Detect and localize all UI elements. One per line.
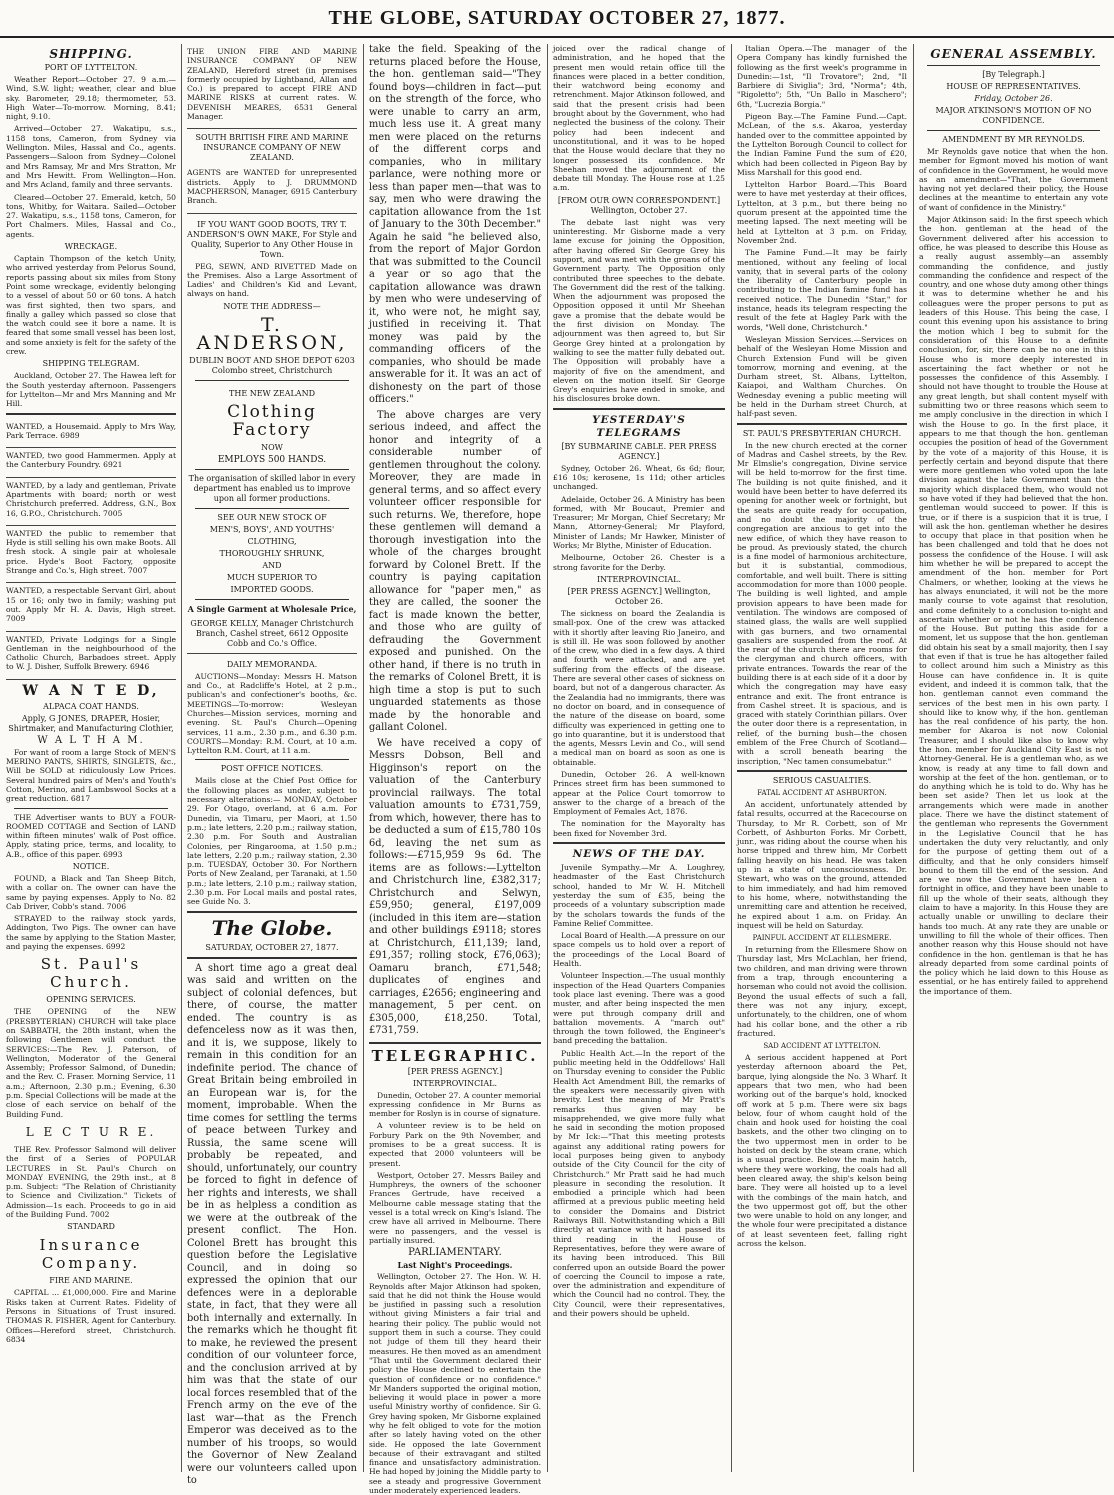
notice-found: FOUND, a Black and Tan Sheep Bitch, with a collar on. The owner can have the same by paying expenses. Apply to No. 82 Cab Driver, Cobb's stand. 7006 <box>6 874 176 911</box>
telegram-item: A volunteer review is to be held on Forbury Park on the 9th November, and promises to be a great success. It is expected that 2000 volunteers will be present. <box>369 1121 541 1168</box>
organisation-text: The organisation of skilled labor in every department has enabled us to improve upon all former productions. <box>188 473 356 503</box>
wreckage-heading: WRECKAGE. <box>64 242 118 252</box>
cottage-ad: THE Advertiser wants to BUY a FOUR-ROOMED COTTAGE and Section of LAND within fifteen minutes' walk of Post office. Apply, stating price, terms, and locality, to A.B., office of this paper. 6993 <box>6 812 176 859</box>
arrived-report: Arrived—October 27. Wakatipu, s.s., 1158 tons, Cameron, from Sydney via Wellington. Miles, Hassal and Co., agents. Passengers—Saloon from Sydney—Colonel and Mrs Ramsay, Mr and Mrs Stratton, Mr and Mrs Hewitt. From Wellington—Hon. and Mrs Acland, family and three servants. <box>6 124 176 190</box>
by-telegraph-label: [By Telegraph.] <box>982 70 1045 79</box>
divider <box>6 413 176 415</box>
telegram-item: Melbourne, October 26. Chester is a strong favorite for the Derby. <box>553 553 725 572</box>
column-6 <box>919 44 1108 1472</box>
st-pauls-text: In the new church erected at the corner of Madras and Cashel streets, by the Rev. Mr Elmslie's congregation, Divine service will be held to-morrow for the first time. The building is not quite finished, and it would have been better to have deferred its opening for another week or fortnight, but the seats are quite ready for occupation, and no doubt the majority of the congregation are anxious to get into the new edifice, of which they have reason to be proud. As previously stated, the church is a fine model of harmonious architecture, but it is substantial, commodious, comfortable, and well built. There is sitting accommodation for more than 1000 people. The building is well lighted, and ample provision appears to have been made for ventilation. The windows are composed of stained glass, the walls are well supplied with gas burners, and two ornamental gasaliers are suspended from the roof. At the rear of the church there are rooms for the clergyman and church officers, with private entrances. Towards the rear of the building there is at each side of it a door by which the congregation may have easy entrance and exit. The front entrance is from Cashel street. It is spacious, and is graced with stately Corinthian pillars. Over the outer door there is a representation, in relief, of the burning bush—the chosen emblem of the Free Church of Scotland—with a scroll beneath bearing the inscription, "Nec tamen consumebatur." <box>737 440 907 766</box>
interprovincial-heading: INTERPROVINCIAL. <box>596 574 682 584</box>
divider <box>195 759 349 760</box>
divider <box>553 842 725 844</box>
telegram-item: Adelaide, October 26. A Ministry has been formed, with Mr Boucaut, Premier and Treasurer; Mr Morgan, Chief Secretary; Mr Mann, Attorney-General; Mr Playford, Minister of Lands; Mr Hawker, Minister of Works; Mr Blythe, Minister of Education. <box>553 494 725 551</box>
telegram-item: Westport, October 27. Messrs Bailey and Humphreys, the owners of the schooner Frances Gertrude, have received a Melbourne cable message stating that the vessel is a total wreck on King's Island. The crew have all arrived in Melbourne. There were no passengers, and the vessel is partially insured. <box>369 1170 541 1245</box>
parliament-continued: joiced over the radical change of administration, and he hoped that the present men would retain office till the finances were placed in a better condition, their watchword being economy and retrenchment. Major Atkinson followed, and said that the present crisis had been brought about by the Government, who had neglected the business of the colony. Their policy had been indecent and unconstitutional, and it was to be hoped that the House would declare that they no longer possessed its confidence. Mr Sheehan moved the adjournment of the debate till Monday. The House rose at 1.25 a.m. <box>553 44 725 193</box>
news-item: Juvenile Sympathy.—Mr A. Loughrey, headmaster of the East Christchurch school, handed to Mr W. H. Mitchell yesterday the sum of £35, being the proceeds of a voluntary subscription made by the scholars towards the funds of the Famine Relief Committee. <box>553 863 725 928</box>
classified-ad: WANTED the public to remember that Hyde is still selling his own make Boots. All fresh stock. A single pair at wholesale price. Hyde's Boot Factory, opposite Strange and Co.'s, High street. 7007 <box>6 526 176 583</box>
leader-text: A short time ago a great deal was said and written on the subject of colonial defences, but there, of course, the matter ended. The country is as defenceless now as it was then, and it is, we suppose, likely to remain in this condition for an indefinite period. The chance of Great Britain being embroiled in an European war is, for the moment, improbable. When the time comes for settling the terms of peace between Turkey and Russia, the same scene will probably be repeated, and should, unfortunately, our country be forced to fight in defence of her rights and interests, we shall be in as helpless a condition as we were at the outbreak of the present conflict. The Hon. Colonel Brett has brought this question before the Legislative Council, and in doing so expressed the opinion that our defences were in a deplorable state, in fact, that they were all both internally and externally. In the remarks which he thought fit to make, he reviewed the present condition of our volunteer force, and the conclusion arrived at by him was that the state of our local forces resembled that of the French army on the eve of the last war—that as the French Emperor was deceived as to the number of his troops, so would the Governor of New Zealand were our volunteers called upon to <box>187 962 357 1487</box>
classified-ad: WANTED, a Housemaid. Apply to Mrs Way, Park Terrace. 6989 <box>6 419 176 449</box>
imported-label: IMPORTED GOODS. <box>230 584 314 594</box>
lyttelton-heading: SAD ACCIDENT AT LYTTELTON. <box>763 1042 881 1051</box>
leader-continued: take the field. Speaking of the returns placed before the House, the hon. gentleman said—"They found boys—children in fact—put on the strength of the force, who were unable to carry an arm, much less use it. A great many men were placed on the returns of the different corps and companies, who in military parlance, were nothing more or less than paper men—that was to say, men who were drawing the capitation allowance from the 1st of January to the 30th December." Again he said "he believed also, from the report of Major Gordon that was submitted to the Council a year or so ago that the capitation allowance was drawn by men who were undeserving of it, who were not, he might say, justified in receiving it. That money was paid by the commanding officers of the companies, who should be made answerable for it. It was an act of dishonesty on the part of those officers." <box>369 44 541 405</box>
south-british-heading: SOUTH BRITISH FIRE AND MARINE INSURANCE COMPANY OF NEW ZEALAND. <box>195 133 349 163</box>
mens-label: MEN'S, BOYS', AND YOUTHS' <box>209 524 335 534</box>
divider <box>737 770 907 772</box>
insurance-heading: Insurance Company. <box>39 1236 143 1273</box>
alpaca-heading: ALPACA COAT HANDS. <box>43 701 139 711</box>
divider <box>553 408 725 410</box>
column-rule <box>363 44 364 1472</box>
column-2 <box>187 44 357 1487</box>
divider <box>195 508 349 509</box>
correspondent-heading: [FROM OUR OWN CORRESPONDENT.] Wellington, October 27. <box>557 195 721 215</box>
general-assembly-heading: GENERAL ASSEMBLY. <box>930 47 1097 61</box>
divider <box>14 808 168 809</box>
church-subheading: OPENING SERVICES. <box>46 995 136 1005</box>
and-label: AND <box>262 560 282 570</box>
divider <box>187 911 357 913</box>
debate-text: The debate last night was very uninteresting. Mr Gisborne made a very lame excuse for joining the Opposition, after having offered Sir George Grey his support, and was met with the groans of the Government party. The Opposition only contributed three speeches to the debate. The Government did the rest of the talking. When the adjournment was proposed the Opposition opposed it until Mr Sheehan gave a promise that the debate would be the first division on Monday. The adjournment was then agreed to, but Sir George Grey hinted at a prolongation by walking to see the matter fully debated out. The Opposition will probably have a majority of five on the amendment, and eleven on the motion itself. Sir George Grey's enquiries have ended in smoke, and his disclosures broke down. <box>553 217 725 404</box>
column-rule <box>547 44 548 1472</box>
standard-heading: STANDARD <box>67 1222 115 1232</box>
column-1 <box>6 44 176 1472</box>
divider <box>369 1042 541 1044</box>
news-item: Pigeon Bay.—The Famine Fund.—Capt. McLean, of the s.s. Akaroa, yesterday handed over to the committee appointed by the Lyttelton Borough Council to collect for the Indian Famine Fund the sum of £20, which had been collected in Pigeon Bay by Miss Marshall for this good end. <box>737 112 907 177</box>
news-item: Public Health Act.—In the report of the public meeting held in the Oddfellows' Hall on Thursday evening to consider the Public Health Act Amendment Bill, the remarks of the speakers were necessarily given with brevity. Lest the meaning of Mr Pratt's remarks thus given may be misapprehended, we give more fully what he said in seconding the motion proposed by Mr Ick:—"That this meeting protests against any additional rating powers for local purposes being given to anybody outside of the City Council for the city of Christchurch." Mr Pratt said he had much pleasure in seconding the resolution. It embodied a principle which had been affirmed at a previous public meeting held to consider the Domains and District Railways Bill. Notwithstanding which a Bill directly at variance with it had passed its third reading in the House of Representatives, before they were aware of its having been introduced. This Bill conferred upon an outside Board the power of coercing the Council to impose a rate, over the administration and expenditure of which the Council had no control. They, the City Council, were their representatives, and their powers should be upheld. <box>553 1048 725 1319</box>
column-rule <box>731 44 732 1472</box>
divider <box>195 380 349 381</box>
single-garment-label: A Single Garment at Wholesale Price, <box>187 603 357 614</box>
divider <box>737 423 907 425</box>
church-heading: St. Paul's Church. <box>40 955 142 992</box>
sailed-report: Cleared—October 27. Emerald, ketch, 50 tons, Whitby, for Waitara. Sailed—October 27. Wakatipu, s.s., 1158 tons, Cameron, for Port Chalmers. Miles, Hassal and Co., agents. <box>6 192 176 239</box>
parliamentary-heading: PARLIAMENTARY. <box>408 1247 502 1259</box>
column-rule <box>181 44 182 1472</box>
telegram-item: Sydney, October 26. Wheat, 6s 6d; flour, £16 10s; kerosene, 1s 11d; other articles unchanged. <box>553 463 725 492</box>
news-item: Lyttelton Harbor Board.—This Board were to have met yesterday at their offices, Lyttelton, at 3 p.m., but there being no quorum present at the appointed time the meeting lapsed. The next meeting will be held at Lyttelton at 3 p.m. on Friday, November 2nd. <box>737 180 907 245</box>
proceedings-heading: Last Night's Proceedings. <box>397 1260 513 1271</box>
notice-heading: NOTICE. <box>72 862 110 871</box>
atkinson-speech: Major Atkinson said: In the first speech which the hon. gentleman at the head of the Government delivered after his accession to office, he was pleased to describe this House as a really august assembly—an assembly commanding the confidence, and justly commanding the confidence and respect of the country, and one whose duty among other things it was to determine whether he and his colleagues were the proper persons to put as leaders of this House. This being the case, I count this evening upon his assistance to bring the motion which I beg to submit for the consideration of this House to a definite conclusion, for, sir, there can be no one in this House who is more deeply interested in ascertaining the fact whether or not he possesses the confidence of this Assembly. I should not have thought to trouble the House at any great length, but shall content myself with submitting two or three reasons which seem to me amply conclusive in the direction in which I wish the House to go. In the first place, it appears to me that though the hon. gentleman occupies the position of head of the Government by the vote of a majority of this House, it is perfectly certain and beyond dispute that there were more gentlemen who voted upon the late division against the late Government than the majority which displaced them, who would not so have voted if they had believed that the hon. gentleman would succeed to power. If this is true, or if there is a suspicion that it is true, I will ask the hon. gentleman whether he desires to occupy that place in that position when he has been challenged and told that he does not possess the confidence of the House. I will ask him whether he will be prepared to accept the amendment of the hon. member for Port Chalmers, or whether, looking at the views he has always enunciated, it will not be the more manly course to vote against that resolution, and come definitely to a conclusion to-night and ascertain whether or not he has the confidence of the House. But putting this aside for a moment, let us suppose that the hon. gentleman did obtain his seat by a small majority, then I say that even if that is true he has altogether failed to collect around him such a Ministry as this House can have confidence in. It is quite evident, and indeed it is common talk, that the hon. gentleman cannot even command the services of the best men in his own party. I should like to know why, if the hon. gentleman has the real confidence of his party, the hon. member for Akaroa is not now Colonial Treasurer, and I should like also to know why the hon. member for Auckland City East is not Attorney-General. He is a gentleman who, as we know, is ready at any time to fall down and worship at the feet of the hon. gentleman, or to do anything which he is told to do. Why has he been set aside? Then let us look at the arrangements which were made in another place. There we have the distinct statement of the gentleman who represents the Government in the Legislative Council that he has undertaken the duty very reluctantly, and only for the purpose of getting them out of a difficulty, and that he only considers himself bound to them till the end of the session. And are we now the Government have been a fortnight in office, and they have been unable to fill up the whole of their seats, although they claim to have a majority. In this House they are actually unable or unwilling to declare their hands too much. At any rate they are unable or unwilling to fill the whole of their offices. Then another reason why this House should not have confidence in the hon. gentleman is that he has already departed from some cardinal points of the policy which he laid down to this House as essential, or he has entirely failed to apprehend the importance of them. <box>919 215 1108 996</box>
wanted-heading: W A N T E D, <box>22 682 160 699</box>
address-label: NOTE THE ADDRESS— <box>223 301 321 311</box>
now-label: NOW <box>261 442 283 452</box>
post-office-heading: POST OFFICE NOTICES. <box>220 764 324 774</box>
classified-ad: WANTED, a respectable Servant Girl, about 15 or 16; only two in family; washing put out. Apply Mr H. A. Davis, High street. 7009 <box>6 583 176 631</box>
insurance-subheading: FIRE AND MARINE. <box>49 1276 133 1286</box>
masthead: THE GLOBE, SATURDAY OCTOBER 27, 1877. <box>0 0 1114 38</box>
memoranda-text: AUCTIONS—Monday: Messrs H. Matson and Co., at Radcliffe's Hotel, at 2 p.m., publican's and confectioner's booths, &c. MEETINGS—To-morrow: Wesleyan Churches—Mission services, morning and evening. St. Paul's Church—Opening services, 11 a.m., 2.30 p.m., and 6.30 p.m. COURTS—Monday: R.M. Court, at 10 a.m. Lyttelton R.M. Court, at 11 a.m. <box>187 671 357 756</box>
column-rule <box>913 44 914 1472</box>
waltham-heading: W A L T H A M. <box>37 734 145 746</box>
ellesmere-heading: PAINFUL ACCIDENT AT ELLESMERE. <box>752 934 892 943</box>
anderson-heading: T. ANDERSON, <box>196 313 348 354</box>
friday-label: Friday, October 26. <box>974 94 1053 103</box>
news-item: Local Board of Health.—A pressure on our space compels us to hold over a report of the proceedings of the Local Board of Health. <box>553 931 725 969</box>
notice-strayed: STRAYED to the railway stock yards, Addington, Two Pigs. The owner can have the same by applying to the Station Master, and paying the expenses. 6992 <box>6 914 176 952</box>
divider <box>195 469 349 470</box>
leader-paragraph: The above charges are very serious indeed, and affect the honor and integrity of a considerable number of gentlemen throughout the colony. Moreover, they are made in general terms, and so affect every volunteer officer responsible for such returns. We, therefore, hope these gentlemen will demand a thorough investigation into the whole of the charges brought forward by Colonel Brett. If the country is paying capitation allowance for "paper men," as they are called, the sooner the fact is made known the better, and those who are guilty of defrauding the Government exposed and punished. On the other hand, if there is no truth in the remarks of Colonel Brett, it is high time a stop is put to such unguarded statements as those made by the honorable and gallant Colonel. <box>369 409 541 733</box>
telegram-heading: SHIPPING TELEGRAM. <box>42 359 140 369</box>
divider <box>927 130 1100 131</box>
news-of-day-heading: NEWS OF THE DAY. <box>572 848 706 861</box>
lecture-text: THE Rev. Professor Salmond will deliver the first of a Series of POPULAR LECTURES in St. Paul's Church on MONDAY EVENING, the 29th inst., at 8 p.m. Subject: "The Relation of Christianity to Science and Civilization." Tickets of Admission—1s each. Proceeds to go in aid of the Building Fund. 7002 <box>6 1144 176 1220</box>
port-heading: PORT OF LYTTELTON. <box>44 63 138 72</box>
telegram-item: The sickness on board the Zealandia is small-pox. One of the crew was attacked with it shortly after leaving Rio Janeiro, and is still ill. He was soon followed by another of the crew, who died in a few days. A third and fourth were attacked, and are yet suffering from the effects of the disease. There are several other cases of sickness on board, but not of a dangerous character. As the Zealandia had no immigrants, there was no doctor on board, and in consequence of the nature of the disease on board, some difficulty was experienced in getting one to go into quarantine, but it is understood that the agents, Messrs Levin and Co., will send a medical man on board as soon as one is obtainable. <box>553 608 725 767</box>
column-4 <box>553 44 725 1472</box>
weather-report: Weather Report—October 27. 9 a.m.—Wind, S.W. light; weather, clear and blue sky. Barometer, 29.18; thermometer, 53. High Water—To-morrow. Morning, 8.41; night, 9.10. <box>6 75 176 122</box>
clothing-label: CLOTHING, <box>247 536 297 546</box>
house-heading: HOUSE OF REPRESENTATIVES. <box>946 82 1081 91</box>
divider <box>927 65 1100 66</box>
anderson-sub: DUBLIN BOOT AND SHOE DEPOT 6203 Colombo street, Christchurch <box>189 355 355 375</box>
classified-ad: WANTED, two good Hammermen. Apply at the Canterbury Foundry. 6921 <box>6 448 176 478</box>
alpaca-apply: Apply, G JONES, DRAPER, Hosier, Shirtmaker, and Manufacturing Clothier, <box>8 713 174 733</box>
yesterdays-telegrams-sub: [BY SUBMARINE CABLE. PER PRESS AGENCY.] <box>561 441 717 461</box>
amendment-heading: AMENDMENT BY MR REYNOLDS. <box>942 135 1085 144</box>
telegraphic-sub: [PER PRESS AGENCY.] <box>407 1066 503 1076</box>
nz-heading: THE NEW ZEALAND <box>229 388 315 398</box>
union-insurance-ad: THE UNION FIRE AND MARINE INSURANCE COMPANY OF NEW ZEALAND, Hereford street (in premises formerly occupied by Lightband, Allan and Co.) is prepared to accept FIRE AND MARINE RISKS at current rates. W. DEVENISH MEARES, 6531 General Manager. <box>187 44 357 129</box>
interprovincial-sub: [PER PRESS AGENCY.] Wellington, October 26. <box>567 586 711 606</box>
telegram-item: Dunedin, October 26. A well-known Princes street firm has been summoned to appear at the Police Court tomorrow to answer to the charge of a breach of the Employment of Females Act, 1876. <box>553 770 725 817</box>
telegram-text: Auckland, October 27. The Hawea left for the South yesterday afternoon. Passengers for Lyttelton—Mr and Mrs Manning and Mr Hill. <box>6 371 176 409</box>
post-office-text: Mails close at the Chief Post Office for the following places as under, subject to necessary alterations:— MONDAY, October 29. For Otago, overland, at 6 a.m. For Dunedin, via Timaru, per Maori, at 1.50 p.m.; late letters, 2.20 p.m.; railway station, 2.30 p.m. For South and Australian Colonies, per Ringarooma, at 1.50 p.m.; late letters, 2.20 p.m.; railway station, 2.30 p.m. TUESDAY, October 30. For Northern Ports of New Zealand, per Taranaki, at 1.50 p.m.; late letters, 2.10 p.m.; railway station, 2.30 p.m. For Local mails and postal rates, see Guide No. 3. <box>187 776 357 907</box>
employs-label: EMPLOYS 500 HANDS. <box>217 454 327 465</box>
clothing-factory-heading: Clothing Factory <box>227 401 317 440</box>
casualties-heading: SERIOUS CASUALTIES. <box>772 775 872 785</box>
boots-heading: IF YOU WANT GOOD BOOTS, TRY T. ANDERSON'S OWN MAKE, For Style and Quality, Superior to Any Other House in Town. <box>187 219 357 259</box>
news-item: The Famine Fund.—It may be fairly mentioned, without any feeling of local vanity, that in several parts of the colony the liberality of Canterbury people in contributing to the Indian famine fund has received notice. The Dunedin "Star," for instance, heads its telegram respecting the result of the fete at Hagley Park with the words, "Well done, Christchurch." <box>737 248 907 332</box>
telegram-item: Dunedin, October 27. A counter memorial expressing confidence in Mr Burns as member for Roslyn is in course of signature. <box>369 1090 541 1119</box>
globe-date: SATURDAY, OCTOBER 27, 1877. <box>205 942 339 952</box>
interprovincial-heading: INTERPROVINCIAL. <box>412 1078 498 1088</box>
ellesmere-text: In returning from the Ellesmere Show on Thursday last, Mrs McLachlan, her friend, two children, and man driving were thrown from a trap, through encountering a horseman who could not avoid the collision. Beyond the usual effects of such a fall, there was not any injury, except, unfortunately, to the children, one of whom had his collar bone, and the other a rib fractured. <box>737 945 907 1038</box>
motion-heading: MAJOR ATKINSON'S MOTION OF NO CONFIDENCE. <box>935 106 1092 125</box>
lyttelton-text: A serious accident happened at Port yesterday afternoon aboard the Pet, barque, lying alongside the No. 3 Wharf. It appears that two men, who had been working out of the barque's hold, knocked off work at 5 p.m. There were six bags below, four of whom caught hold of the chain and hook used for hoisting the coal baskets, and the other two clinging on to the two uppermost men in order to be hoisted on deck by the steam crane, which is a usual practice. Below the main hatch, where they were working, the coals had all been cleared away, the ship's kelson being bare. They were all hoisted up to a level with the combings of the main hatch, and the two uppermost got off, but the other two were unable to hold on any longer, and the whole four were precipitated a distance of at least seventeen feet, falling right across the kelson. <box>737 1053 907 1249</box>
column-5 <box>737 44 907 1472</box>
see-stock-label: SEE OUR NEW STOCK OF <box>217 512 327 522</box>
parliament-text: Wellington, October 27. The Hon. W. H. Reynolds after Major Atkinson had spoken, said that he did not think the House would be justified in passing such a resolution without giving Ministers a fair trial and hearing their policy. The public would not support them in such a course. They could not judge of them till they heard their measures. He then moved as an amendment "That until the Government declared their policy the House declined to entertain the question of confidence or no confidence." Mr Manders supported the original motion, believing it would place in power a more useful Ministry worthy of confidence. Sir G. Grey having spoken, Mr Gisborne explained why he felt obliged to vote for the motion after so lately having voted on the other side. He opposed the late Government because of their extravagant and stilted finance and unsatisfactory administration. He had hoped by joining the Middle party to see a steady and progressive Government under moderately experienced leaders. <box>369 1272 541 1495</box>
superior-label: MUCH SUPERIOR TO <box>226 572 318 582</box>
wreckage-text: Captain Thompson of the ketch Unity, who arrived yesterday from Pelorus Sound, reports passing about six miles from Stony Point some wreckage, evidently belonging to a vessel of about 50 or 60 tons. A hatch was first sighted, then two spars, and finally a galley which passed so close that the watch could see it bore a name. It is feared that some small vessel has been lost, and some anxiety is felt for the safety of the crew. <box>6 254 176 357</box>
divider <box>187 957 357 959</box>
column-3 <box>369 44 541 1495</box>
telegram-item: The nomination for the Mayoralty has been fixed for November 3rd. <box>553 819 725 838</box>
church-text: THE OPENING of the NEW (PRESBYTERIAN) CHURCH will take place on SABBATH, the 28th instant, when the following Gentlemen will conduct the SERVICES:—The Rev. J. Paterson, of Wellington, Moderator of the General Assembly; Professor Salmond, of Dunedin; and the Rev. C. Fraser. Morning Service, 11 a.m.; Afternoon, 2.30 p.m.; Evening, 6.30 p.m. Special Collections will be made at the close of each service on behalf of the Building Fund. <box>6 1007 176 1119</box>
classified-ad: WANTED, by a lady and gentleman, Private Apartments with board; north or west Christchurch preferred. Address, G.N., Box 16, G.P.O., Christchurch. 7005 <box>6 478 176 526</box>
globe-title: The Globe. <box>211 915 333 940</box>
news-item: Wesleyan Mission Services.—Services on behalf of the Wesleyan Home Mission and Church Extension Fund will be given tomorrow, morning and evening, at the Durham street, St. Albans, Lyttelton, Kaiapoi, and Waltham Churches. On Wednesday evening a public meeting will be held in the Durham street Church, at half-past seven. <box>737 334 907 419</box>
news-item: Italian Opera.—The manager of the Opera Company has kindly furnished the following as the first week's programme in Dunedin:—1st, "Il Trovatore"; 2nd, "Il Barbiere di Siviglia"; 3rd, "Norma"; 4th, "Rigoletto"; 5th, "Un Ballo in Maschero"; 6th, "Lucrezia Borgia." <box>737 44 907 109</box>
divider <box>195 599 349 600</box>
telegraphic-heading: TELEGRAPHIC. <box>371 1046 539 1065</box>
railways-paragraph: We have received a copy of Messrs Dobson, Bell and Higginson's report on the valuation of the Canterbury provincial railways. The total valuation amounts to £731,759, from which, however, there has to be deducted a sum of £15,780 10s 6d, leaving the net sum as follows:—£715,959 9s 6d. The items are as follows:—Lyttelton and Christchurch line, £382,317; Christchurch and Selwyn, £59,950; general, £197,009 (included in this item are—station and other buildings £9118; stores at Christchurch, £11,139; land, £91,357; rolling stock, £76,063); Oamaru branch, £71,548; duplicates of engines and carriages, £2656; engineering and management, 5 per cent. on £305,000, £18,250. Total, £731,759. <box>369 737 541 1036</box>
classified-ad: WANTED, Private Lodgings for a Single Gentleman in the neighbourhood of the Catholic Church, Barbadoes street. Apply to W. J. Disher, Suffolk Brewery. 6946 <box>6 632 176 680</box>
reynolds-text: Mr Reynolds gave notice that when the hon. member for Egmont moved his motion of want of confidence in the Government, he would move as an amendment—"That, the Government having not yet declared their policy, the House declines at the meantime to entertain any vote of want of confidence in the Ministry." <box>919 147 1108 212</box>
waltham-text: For want of room a large Stock of MEN'S MERINO PANTS, SHIRTS, SINGLETS, &c., Will be SOLD at ridiculously Low Prices. Several hundred pairs of Men's and Youth's Cotton, Merino, and Lambswool Socks at a great reduction. 6817 <box>6 747 176 804</box>
st-pauls-heading: ST. PAUL'S PRESBYTERIAN CHURCH. <box>742 428 902 438</box>
memoranda-heading: DAILY MEMORANDA. <box>226 659 318 669</box>
ashburton-heading: FATAL ACCIDENT AT ASHBURTON. <box>757 788 887 797</box>
kelly-ad: GEORGE KELLY, Manager Christchurch Branch, Cashel street, 6612 Opposite Cobb and Co.'s Office. <box>187 616 357 654</box>
insurance-text: CAPITAL ... £1,000,000. Fire and Marine Risks taken at Current Rates. Fidelity of Persons in Situations of Trust insured. THOMAS R. FISHER, Agent for Canterbury. Offices—Hereford street, Christchurch. 6834 <box>6 1288 176 1344</box>
boots-text: PEG, SEWN, AND RIVETTED Made on the Premises. Also a Large Assortment of Ladies' and Children's Kid and Levant, always on hand. <box>187 261 357 299</box>
south-british-ad: AGENTS are WANTED for unrepresented districts. Apply to J. DRUMMOND MACPHERSON, Manager, 6915 Canterbury Branch. <box>187 165 357 213</box>
news-item: Volunteer Inspection.—The usual monthly inspection of the Head Quarters Companies took place last evening. There was a good muster, and after being inspected the men were put through company drill and battalion movements. A "march out" through the town followed, the Engineer's band preceding the battalion. <box>553 971 725 1046</box>
shipping-heading: SHIPPING. <box>49 47 133 61</box>
yesterdays-telegrams-heading: YESTERDAY'S TELEGRAMS <box>592 413 686 439</box>
lecture-heading: L E C T U R E. <box>25 1124 157 1139</box>
shrunk-label: THOROUGHLY SHRUNK, <box>219 548 325 558</box>
ashburton-text: An accident, unfortunately attended by fatal results, occurred at the Racecourse on Thursday, to Mr R. Corbett, son of Mr Corbett, of Ashburton Forks. Mr Corbett, junr., was riding about the course when his horse tripped and threw him, Mr Corbett falling heavily on his head. He was taken up in a state of unconsciousness. Dr. Stewart, who was on the ground, attended to him immediately, and had him removed to his home, where, notwithstanding the unremitting care and attention he received, he expired about 1 a.m. on Friday. An inquest will be held on Saturday. <box>737 799 907 930</box>
